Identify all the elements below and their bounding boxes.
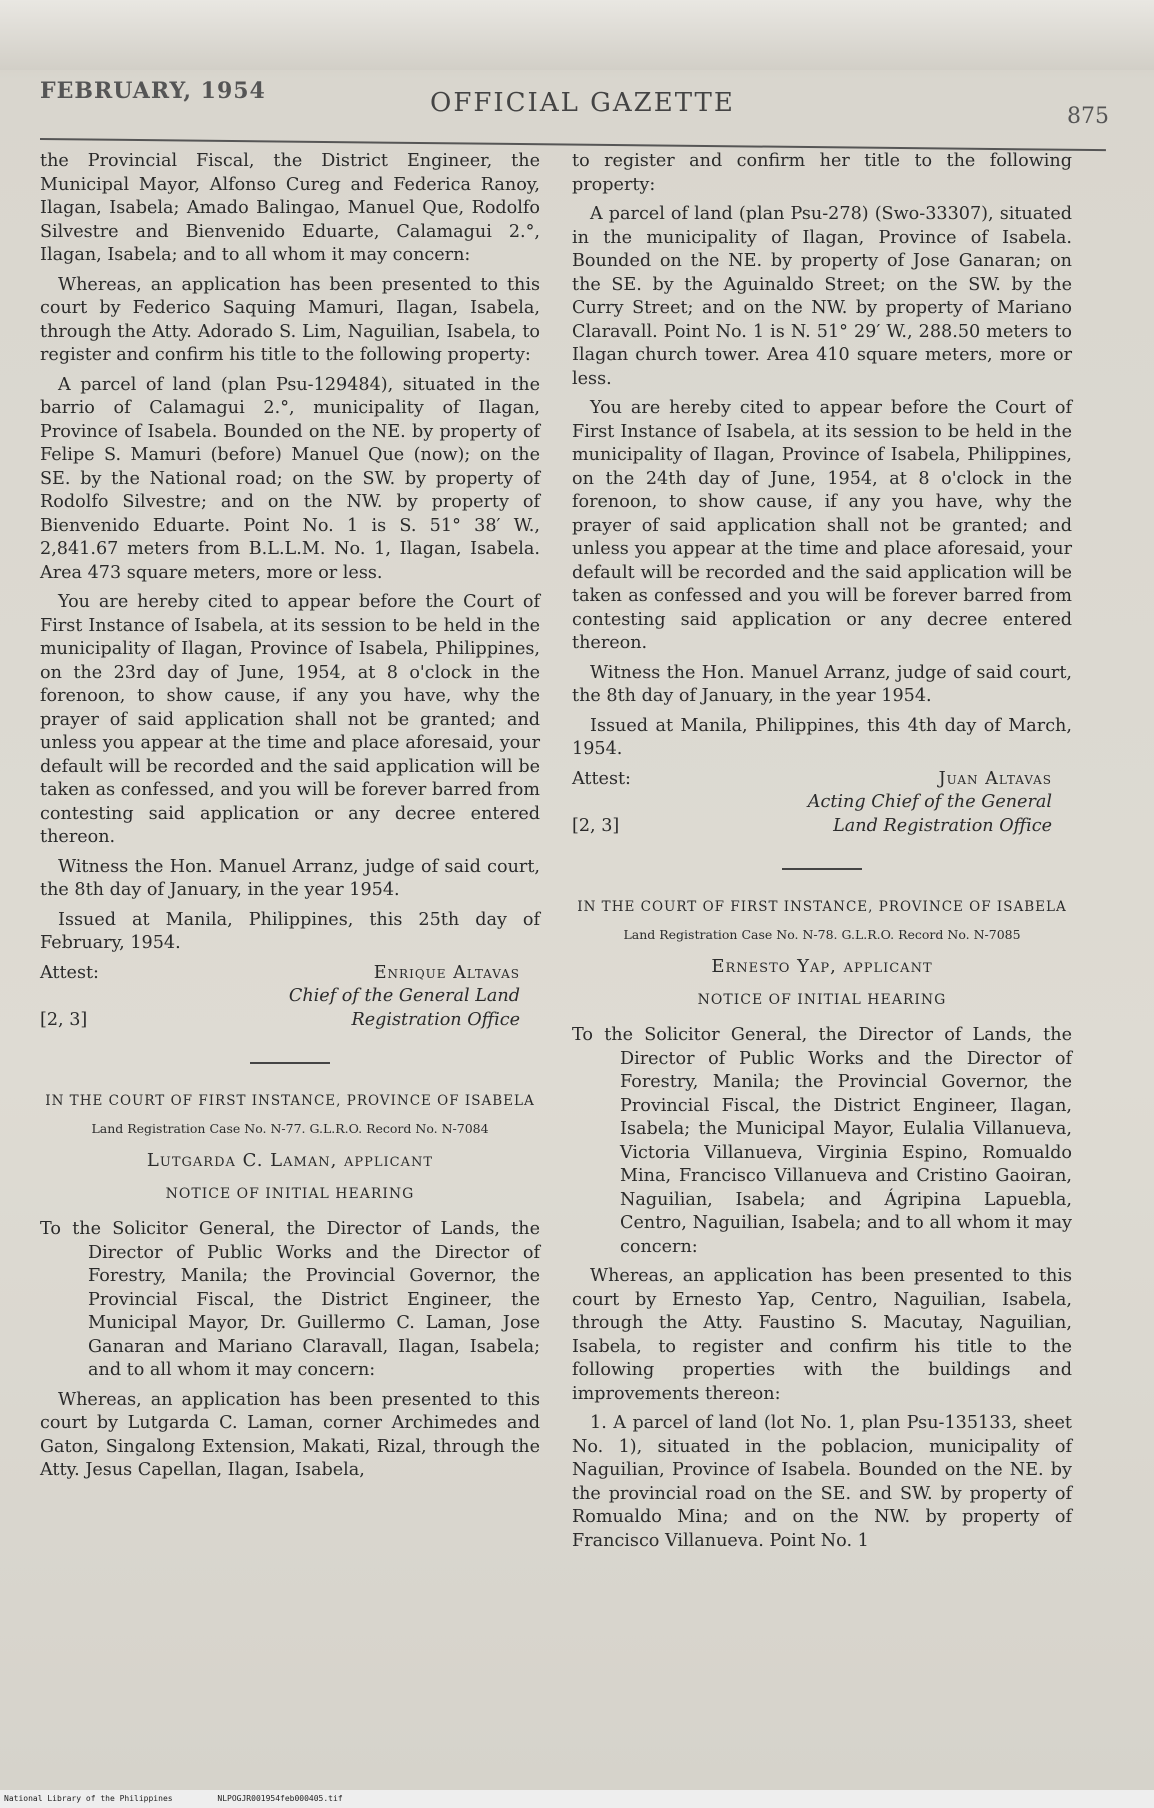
applicant-name: Ernesto Yap, applicant <box>711 956 933 977</box>
right-paragraph: To the Solicitor General, the Director of Lands, the Director of Public Works and the Director of Forestry, Manila; the Provincial Governor, the Provincial Fiscal, the District Engineer, Ilagan, Isabela; the Municipal Mayor, Eulalia Villanueva, Victoria Villanueva, Virginia Espino, Romualdo Mina, Francisco Villanueva and Cristino Gaoiran, Naguilian, Isabela; and Ágripina Lapuebla, Centro, Naguilian, Isabela; and to all whom it may concern: <box>572 1025 1072 1257</box>
court-heading: IN THE COURT OF FIRST INSTANCE, PROVINCE OF ISABELA <box>577 899 1067 915</box>
signer-name: Enrique Altavas <box>373 962 520 983</box>
left-paragraph: Whereas, an application has been presented to this court by Federico Saquing Mamuri, Ilagan, Isabela, through the Atty. Adorado S. Lim, Naguilian, Isabela, to register and confirm his title to the following property: <box>40 274 540 365</box>
scan-file-code: NLPOGJR001954feb000405.tif <box>217 1794 343 1803</box>
case-number: Land Registration Case No. N-77. G.L.R.O. Record No. N-7084 <box>91 1121 489 1136</box>
left-paragraph: To the Solicitor General, the Director of Lands, the Director of Public Works and the Director of Forestry, Manila; the Provincial Governor, the Provincial Fiscal, the District Engineer, the Municipal Mayor, Dr. Guillermo C. Laman, Jose Ganaran and Mariano Claravall, Ilagan, Isabela; and to all whom it may concern: <box>40 1219 540 1380</box>
issue-reference: [2, 3] <box>572 815 620 836</box>
court-heading: IN THE COURT OF FIRST INSTANCE, PROVINCE OF ISABELA <box>45 1093 535 1109</box>
section-divider <box>250 1062 330 1064</box>
signer-title: Chief of the General Land <box>288 986 520 1006</box>
notice-heading: NOTICE OF INITIAL HEARING <box>697 991 947 1008</box>
right-paragraph: You are hereby cited to appear before the Court of First Instance of Isabela, at its session to be held in the municipality of Ilagan, Province of Isabela, Philippines, on the 24th day of June, 1954, at 8 o'clock in the forenoon, to show cause, if any you have, why the prayer of said application shall not be granted; and unless you appear at the time and place aforesaid, your default will be recorded and the said application will be taken as confessed and you will be forever barred from contesting said application or any decree entered thereon. <box>572 398 1072 653</box>
attest-label: Attest: <box>572 768 631 789</box>
right-paragraph: Issued at Manila, Philippines, this 4th day of March, 1954. <box>572 715 1072 759</box>
header-date: FEBRUARY, 1954 <box>40 78 266 104</box>
right-paragraph: 1. A parcel of land (lot No. 1, plan Psu-135133, sheet No. 1), situated in the poblacion, municipality of Naguilian, Province of Isabela. Bounded on the NE. by the provincial road on the SE. and SW. by property of Romualdo Mina; and on the NW. by property of Francisco Villanueva. Point No. 1 <box>572 1413 1072 1551</box>
attest-label: Attest: <box>40 962 99 983</box>
signer-name: Juan Altavas <box>938 768 1052 789</box>
library-credit: National Library of the Philippines <box>4 1794 173 1803</box>
header-title: OFFICIAL GAZETTE <box>430 88 735 118</box>
scan-footer <box>0 1790 1154 1808</box>
left-paragraph: the Provincial Fiscal, the District Engineer, the Municipal Mayor, Alfonso Cureg and Federica Ranoy, Ilagan, Isabela; Amado Balingao, Manuel Que, Rodolfo Silvestre and Bienvenido Eduarte, Calamagui 2.°, Ilagan, Isabela; and to all whom it may concern: <box>40 151 540 265</box>
attestation-block <box>40 962 540 1033</box>
signer-title: Registration Office <box>351 1009 520 1030</box>
left-paragraph: Witness the Hon. Manuel Arranz, judge of said court, the 8th day of January, in the year 1954. <box>40 856 540 900</box>
scan-top-margin <box>0 0 1154 70</box>
applicant-name: Lutgarda C. Laman, applicant <box>146 1150 434 1171</box>
left-column <box>40 150 540 1489</box>
left-paragraph: You are hereby cited to appear before the Court of First Instance of Isabela, at its session to be held in the municipality of Ilagan, Province of Isabela, Philippines, on the 23rd day of June, 1954, at 8 o'clock in the forenoon, to show cause, if any you have, why the prayer of said application shall not be granted; and unless you appear at the time and place aforesaid, your default will be recorded and the said application will be taken as confessed, and you will be forever barred from contesting said application or any decree entered thereon. <box>40 592 540 847</box>
right-paragraph: A parcel of land (plan Psu-278) (Swo-33307), situated in the municipality of Ilagan, Province of Isabela. Bounded on the NE. by property of Jose Ganaran; on the SE. by the Aguinaldo Street; on the SW. by the Curry Street; and on the NW. by property of Mariano Claravall. Point No. 1 is N. 51° 29′ W., 288.50 meters to Ilagan church tower. Area 410 square meters, more or less. <box>572 204 1072 389</box>
right-column <box>572 150 1072 1559</box>
left-paragraph: A parcel of land (plan Psu-129484), situated in the barrio of Calamagui 2.°, municipality of Ilagan, Province of Isabela. Bounded on the NE. by property of Felipe S. Mamuri (before) Manuel Que (now); on the SE. by the National road; on the SW. by property of Rodolfo Silvestre; and on the NW. by property of Bienvenido Eduarte. Point No. 1 is S. 51° 38′ W., 2,841.67 meters from B.L.L.M. No. 1, Ilagan, Isabela. Area 473 square meters, more or less. <box>40 374 540 583</box>
right-paragraph: Whereas, an application has been presented to this court by Ernesto Yap, Centro, Naguilian, Isabela, through the Atty. Faustino S. Macutay, Naguilian, Isabela, to register and confirm his title to the following properties with the buildings and improvements thereon: <box>572 1266 1072 1404</box>
left-paragraph: Issued at Manila, Philippines, this 25th day of February, 1954. <box>40 909 540 953</box>
right-paragraph: to register and confirm her title to the following property: <box>572 151 1072 195</box>
signer-title: Acting Chief of the General <box>807 792 1052 812</box>
signer-title: Land Registration Office <box>833 815 1052 836</box>
case-number: Land Registration Case No. N-78. G.L.R.O. Record No. N-7085 <box>623 927 1021 942</box>
right-paragraph: Witness the Hon. Manuel Arranz, judge of said court, the 8th day of January, in the year 1954. <box>572 662 1072 706</box>
attestation-block <box>572 768 1072 839</box>
page-number: 875 <box>1067 104 1109 129</box>
notice-heading: NOTICE OF INITIAL HEARING <box>165 1185 415 1202</box>
section-divider <box>782 868 862 870</box>
left-paragraph: Whereas, an application has been presented to this court by Lutgarda C. Laman, corner Archimedes and Gaton, Singalong Extension, Makati, Rizal, through the Atty. Jesus Capellan, Ilagan, Isabela, <box>40 1389 540 1480</box>
issue-reference: [2, 3] <box>40 1009 88 1030</box>
